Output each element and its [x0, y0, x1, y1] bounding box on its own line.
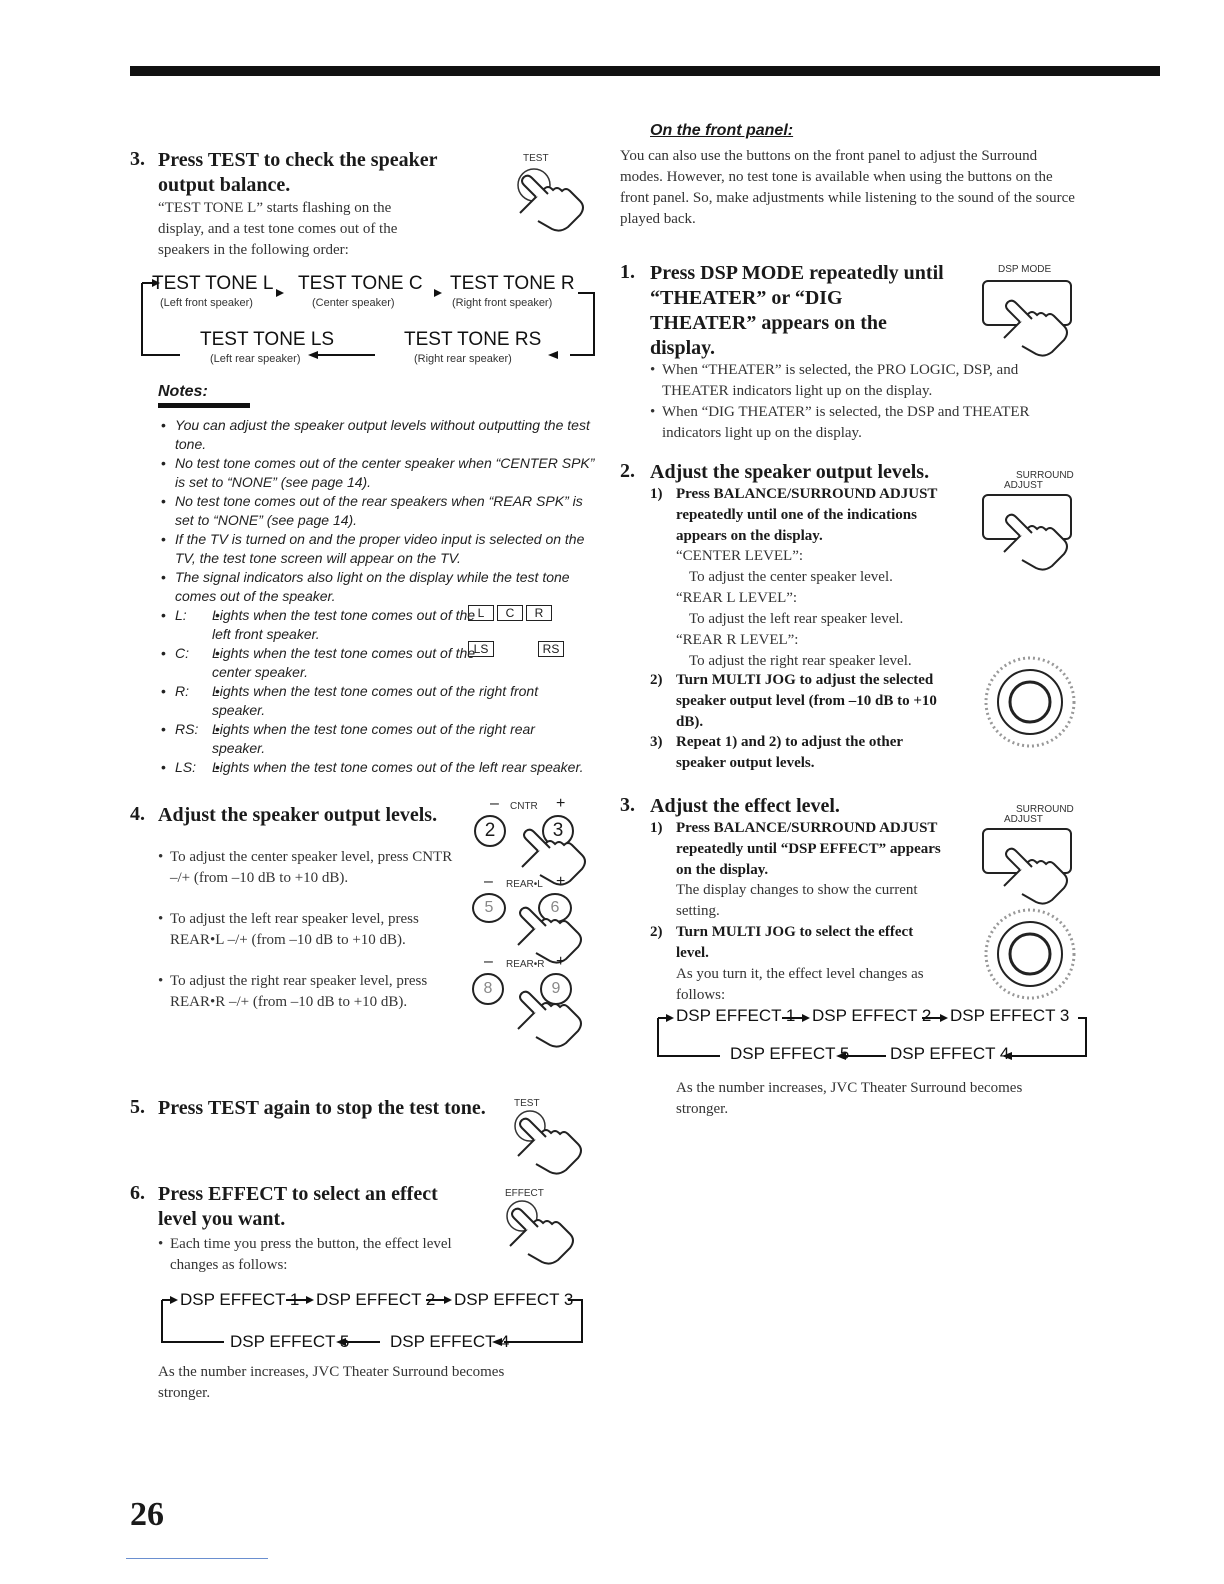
test-tone-l: TEST TONE L — [152, 273, 274, 294]
level-list — [676, 546, 976, 672]
note-item: • You can adjust the speaker output levels without outputting the test tone. — [158, 416, 603, 454]
level-desc: To adjust the left rear speaker level. — [689, 611, 904, 627]
test-tone-l-label: (Left front speaker) — [160, 297, 253, 309]
key-label: 9 — [551, 980, 561, 997]
test-tone-rs-label: (Right rear speaker) — [414, 353, 512, 365]
substep-text: Turn MULTI JOG to adjust the selected speaker output level (from –10 dB to +10 dB). — [676, 672, 937, 730]
indicator-key: • RS: — [158, 720, 198, 739]
step-number: 6. — [130, 1182, 145, 1204]
button-label: REAR•R — [506, 959, 545, 970]
multi-jog-knob[interactable] — [970, 650, 1090, 750]
adjust-label: ADJUST — [1004, 480, 1043, 491]
test-tone-ls-label: (Left rear speaker) — [210, 353, 301, 365]
hand-icon — [512, 985, 592, 1051]
effect-cycle — [154, 1290, 594, 1350]
minus-sign: – — [484, 873, 493, 890]
note-item: • The signal indicators also light on the display while the test tone comes out of the speaker. — [158, 568, 603, 606]
step-number: 2. — [620, 460, 635, 482]
front-panel-title: On the front panel: — [650, 122, 794, 139]
surround-label: SURROUND — [1016, 804, 1074, 815]
step-title: Press EFFECT to select an effect — [158, 1183, 438, 1205]
substep-body: The display changes to show the current setting. — [676, 882, 918, 919]
page-number: 26 — [130, 1496, 164, 1533]
test-button-label: TEST — [523, 153, 549, 164]
dsp-effect-5: DSP EFFECT 5 — [230, 1332, 350, 1351]
right-step-3 — [620, 794, 1090, 1117]
adjust-label: ADJUST — [1004, 814, 1043, 825]
indicator-text: • Lights when the test tone comes out of the left rear speaker. — [212, 758, 592, 777]
level-name: “CENTER LEVEL”: — [676, 548, 804, 564]
plus-sign: + — [556, 873, 566, 890]
indicator-text: • Lights when the test tone comes out of the right rear speaker. — [212, 720, 592, 758]
substep-text: Press BALANCE/SURROUND ADJUST repeatedly until “DSP EFFECT” appears on the display. — [676, 820, 941, 878]
plus-sign: + — [556, 795, 566, 812]
step-title: Press TEST again to stop the test tone. — [158, 1097, 486, 1119]
step-title: THEATER” appears on the — [650, 312, 887, 334]
rear-l-minus-button[interactable] — [472, 893, 506, 923]
hand-icon — [998, 294, 1078, 360]
step-number: 3. — [620, 794, 635, 816]
indicator-box: LS — [468, 641, 494, 657]
key-label: 3 — [552, 820, 564, 841]
step-number: 4. — [130, 803, 145, 825]
indicator-text: • Lights when the test tone comes out of the center speaker. — [212, 644, 482, 682]
dsp-effect-1: DSP EFFECT 1 — [676, 1006, 796, 1025]
footer-link-line — [126, 1558, 268, 1559]
substep-text: Turn MULTI JOG to select the effect level. — [676, 924, 914, 961]
step-bullet: • When “DIG THEATER” is selected, the DSP and THEATER indicators light up on the display. — [650, 402, 1082, 444]
indicator-boxes — [468, 605, 564, 657]
substep-text: Press BALANCE/SURROUND ADJUST repeatedly until one of the indications appears on the display. — [676, 486, 938, 544]
step-title: output balance. — [158, 174, 291, 196]
indicator-box: L — [468, 605, 494, 621]
hand-icon — [998, 508, 1078, 574]
header-rule — [130, 66, 1160, 76]
dsp-effect-2: DSP EFFECT 2 — [812, 1006, 932, 1025]
substep-number: 3) — [650, 734, 663, 750]
step-bullet: • To adjust the right rear speaker level, press REAR•R –/+ (from –10 dB to +10 dB). — [158, 971, 475, 1013]
key-label: 8 — [483, 980, 493, 997]
indicator-key: • L: — [158, 606, 187, 625]
effect-cycle — [650, 1006, 1090, 1066]
indicator-text: • Lights when the test tone comes out of the right front speaker. — [212, 682, 592, 720]
step-title: level you want. — [158, 1208, 286, 1230]
step-4 — [130, 795, 600, 1093]
rear-l-buttons — [468, 875, 598, 965]
substep-text: Repeat 1) and 2) to adjust the other speaker output levels. — [676, 734, 903, 771]
step-title: display. — [650, 337, 716, 359]
step-title: “THEATER” or “DIG — [650, 287, 843, 309]
step-title: Adjust the effect level. — [650, 795, 840, 817]
test-button-hand-icon[interactable] — [506, 165, 586, 235]
test-tone-rs: TEST TONE RS — [404, 329, 542, 350]
level-desc: To adjust the center speaker level. — [689, 569, 893, 585]
notes — [158, 383, 603, 796]
step-bullet: • To adjust the left rear speaker level, press REAR•L –/+ (from –10 dB to +10 dB). — [158, 909, 470, 951]
indicator-key: • R: — [158, 682, 189, 701]
dsp-effect-5: DSP EFFECT 5 — [730, 1044, 850, 1063]
dsp-effect-4: DSP EFFECT 4 — [390, 1332, 510, 1351]
substep-number: 1) — [650, 486, 663, 502]
substep-number: 2) — [650, 924, 663, 940]
test-tone-r: TEST TONE R — [450, 273, 575, 294]
dsp-effect-3: DSP EFFECT 3 — [454, 1290, 574, 1309]
test-tone-c-label: (Center speaker) — [312, 297, 395, 309]
cntr-minus-button[interactable] — [474, 815, 506, 847]
surround-label: SURROUND — [1016, 470, 1074, 481]
indicator-box: RS — [538, 641, 564, 657]
rear-r-buttons — [468, 955, 598, 1055]
step-number: 1. — [620, 261, 635, 283]
effect-note: As the number increases, JVC Theater Surround becomes stronger. — [676, 1080, 1023, 1117]
step-title: Adjust the speaker output levels. — [158, 804, 438, 826]
minus-sign: – — [484, 953, 493, 970]
level-name: “REAR L LEVEL”: — [676, 590, 798, 606]
dsp-mode-label: DSP MODE — [998, 264, 1052, 275]
test-tone-ls: TEST TONE LS — [200, 329, 335, 350]
substep-number: 1) — [650, 820, 663, 836]
effect-note: As the number increases, JVC Theater Surround becomes stronger. — [158, 1364, 505, 1401]
indicator-key: • LS: — [158, 758, 196, 777]
minus-sign: – — [490, 795, 499, 812]
indicator-box: R — [526, 605, 552, 621]
dsp-effect-1: DSP EFFECT 1 — [180, 1290, 300, 1309]
right-step-2 — [620, 460, 1090, 780]
test-button-label: TEST — [514, 1098, 540, 1109]
dsp-effect-2: DSP EFFECT 2 — [316, 1290, 436, 1309]
level-desc: To adjust the right rear speaker level. — [689, 653, 912, 669]
front-panel-section — [620, 122, 1080, 230]
step-bullet: • When “THEATER” is selected, the PRO LOGIC, DSP, and THEATER indicators light up on the display. — [650, 360, 1082, 402]
note-item: • No test tone comes out of the center speaker when “CENTER SPK” is set to “NONE” (see page 14). — [158, 454, 603, 492]
step-number: 5. — [130, 1096, 145, 1118]
right-column — [620, 122, 1090, 1122]
step-title: Press DSP MODE repeatedly until — [650, 262, 944, 284]
step-5 — [130, 1096, 600, 1176]
dsp-effect-4: DSP EFFECT 4 — [890, 1044, 1010, 1063]
indicator-key: • C: — [158, 644, 189, 663]
plus-sign: + — [556, 953, 566, 970]
hand-icon — [998, 842, 1078, 908]
step-body: “TEST TONE L” starts flashing on the display, and a test tone comes out of the speakers in the following order: — [158, 200, 398, 258]
dsp-effect-3: DSP EFFECT 3 — [950, 1006, 1070, 1025]
step-6 — [130, 1182, 600, 1402]
front-panel-body: You can also use the buttons on the front panel to adjust the Surround modes. However, no test tone is available when using the buttons on the front panel. So, make adjustments while listening to the sound of the source played back. — [620, 148, 1075, 227]
step-bullet: • Each time you press the button, the effect level changes as follows: — [158, 1234, 470, 1276]
key-label: 5 — [484, 899, 494, 916]
button-label: REAR•L — [506, 879, 543, 890]
test-tone-c: TEST TONE C — [298, 273, 423, 294]
note-item: • No test tone comes out of the rear speakers when “REAR SPK” is set to “NONE” (see page 14). — [158, 492, 603, 530]
substep-number: 2) — [650, 672, 663, 688]
key-label: 2 — [484, 820, 496, 841]
note-item: • If the TV is turned on and the proper video input is selected on the TV, the test tone screen will appear on the TV. — [158, 530, 603, 568]
right-step-1 — [620, 258, 1090, 448]
rear-r-minus-button[interactable] — [472, 973, 504, 1005]
indicator-box: C — [497, 605, 523, 621]
key-label: 6 — [550, 899, 560, 916]
step-bullet: • To adjust the center speaker level, press CNTR –/+ (from –10 dB to +10 dB). — [158, 847, 455, 889]
indicator-text: • Lights when the test tone comes out of the left front speaker. — [212, 606, 482, 644]
substep-body: As you turn it, the effect level changes as follows: — [676, 966, 924, 1003]
step-number: 3. — [130, 148, 145, 170]
test-button-hand-icon[interactable] — [506, 1108, 586, 1176]
effect-button-label: EFFECT — [505, 1188, 544, 1199]
step-title: Press TEST to check the speaker — [158, 149, 438, 171]
level-name: “REAR R LEVEL”: — [676, 632, 799, 648]
effect-button-hand-icon[interactable] — [498, 1198, 578, 1266]
notes-title: Notes: — [158, 383, 250, 408]
test-tone-sequence — [130, 273, 600, 368]
step-title: Adjust the speaker output levels. — [650, 461, 930, 483]
button-label: CNTR — [510, 801, 538, 812]
test-tone-r-label: (Right front speaker) — [452, 297, 553, 309]
multi-jog-knob[interactable] — [970, 902, 1090, 1002]
